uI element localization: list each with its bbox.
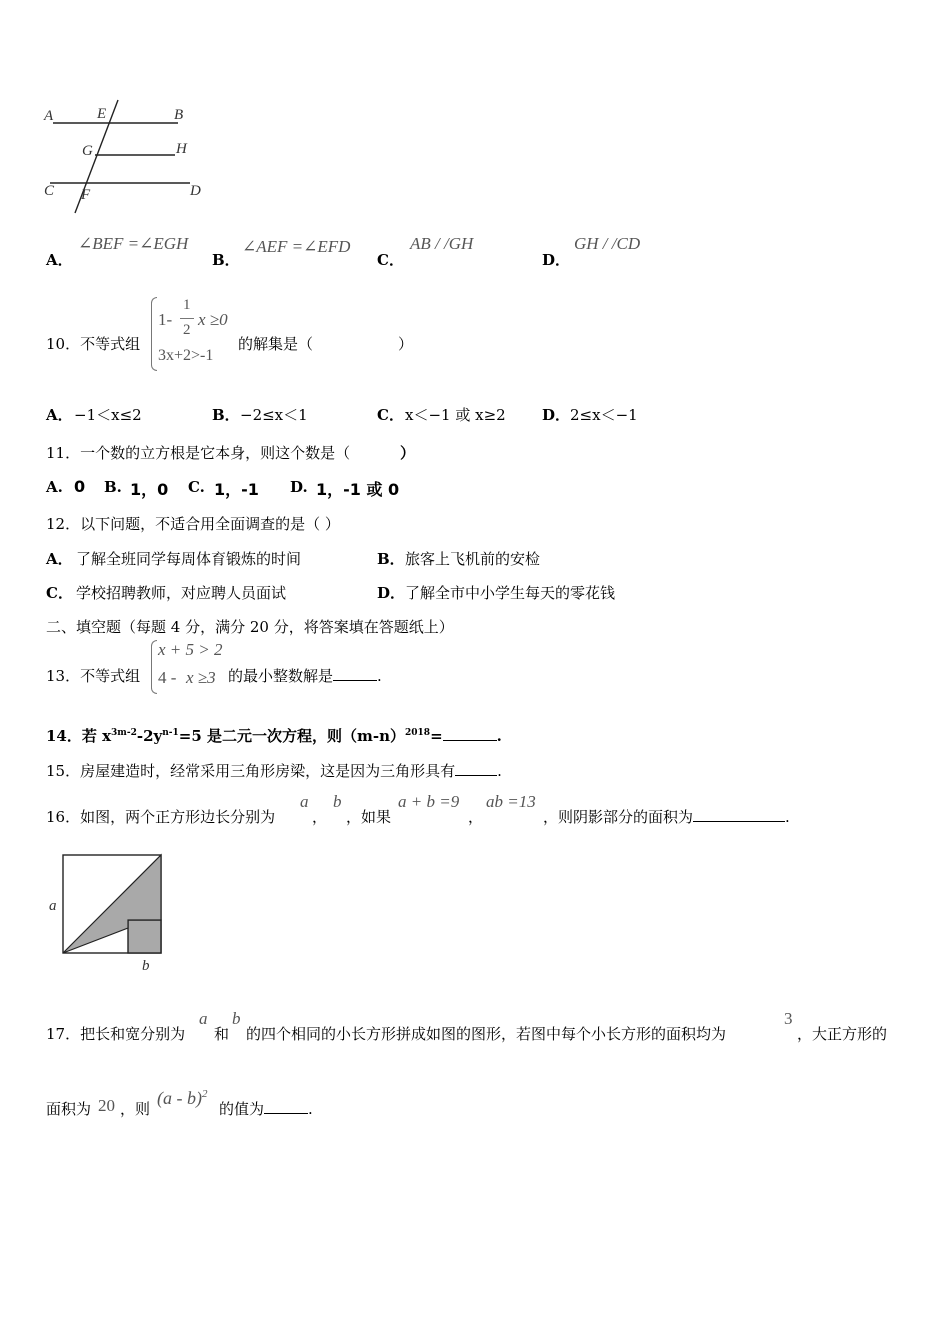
q16-comma2: ，	[468, 808, 484, 826]
q16-pre: 16．如图，两个正方形边长分别为	[46, 808, 276, 826]
q12-stem: 12．以下问题，不适合用全面调查的是（ ）	[46, 515, 340, 533]
q17-a: a	[199, 1009, 208, 1028]
q10-line1-a: 1-	[158, 310, 173, 329]
q16-a: a	[300, 792, 309, 811]
section-title: 二、填空题（每题 4 分，满分 20 分，将答案填在答题纸上）	[46, 618, 454, 636]
q9-option-b-letter: B．	[212, 251, 240, 269]
q10-line2: 3x+2>-1	[158, 347, 214, 364]
parallel-lines-figure	[40, 95, 215, 220]
q11-option-c-letter: C.	[188, 478, 205, 496]
label-E: E	[97, 106, 107, 122]
q16-comma1: ，	[312, 808, 328, 826]
q12-option-b-text: 旅客上飞机前的安检	[405, 550, 541, 568]
q9-option-c-expr: AB / /GH	[410, 234, 474, 253]
q16-cond2: ab =13	[486, 792, 536, 811]
q10-tail: 的解集是（	[238, 335, 314, 353]
q13-line2-a: 4 -	[158, 668, 177, 687]
q13-answer-blank[interactable]	[333, 666, 377, 681]
q12-option-b-letter: B．	[377, 550, 405, 568]
q10-option-a-letter: A．	[46, 406, 73, 424]
q9-option-b-expr: ∠AEF =∠EFD	[242, 237, 351, 256]
q17-pre: 17．把长和宽分别为	[46, 1025, 186, 1043]
q9-option-c-letter: C．	[377, 251, 404, 269]
q13-line2-b: x ≥3	[186, 668, 216, 687]
q14-answer-blank[interactable]	[443, 726, 497, 741]
q12-option-c-text: 学校招聘教师，对应聘人员面试	[76, 584, 287, 602]
q11-option-d-letter: D.	[290, 478, 308, 496]
q10-line1-b: x ≥0	[198, 310, 228, 329]
q17-twenty: 20	[98, 1096, 115, 1115]
q12-option-c-letter: C．	[46, 584, 73, 602]
q9-option-d-letter: D．	[542, 251, 571, 269]
q17-three: 3	[784, 1009, 793, 1028]
q15-answer-blank[interactable]	[455, 761, 497, 776]
q11-option-c-text: 1，-1	[214, 480, 259, 499]
q13-tail: 的最小整数解是 .	[228, 667, 382, 685]
q10-option-d-text: 2≤x＜−1	[570, 406, 638, 424]
q9-option-a-letter: A．	[46, 251, 73, 269]
q10-option-b-letter: B．	[212, 406, 240, 424]
q10-frac-den: 2	[183, 322, 191, 338]
q11-close: ）	[400, 444, 416, 462]
label-A: A	[44, 108, 54, 124]
label-F: F	[81, 187, 91, 203]
q11-option-a-text: 0	[74, 477, 86, 496]
label-G: G	[82, 143, 93, 159]
q16-post: ，则阴影部分的面积为 .	[543, 808, 790, 826]
label-a: a	[49, 898, 57, 914]
q13-brace	[151, 640, 157, 694]
label-H: H	[176, 141, 187, 157]
q10-option-b-text: −2≤x＜1	[240, 406, 308, 424]
q13-number: 13．不等式组	[46, 667, 141, 685]
q17-answer-blank[interactable]	[264, 1099, 308, 1114]
q17-post: ，大正方形的	[797, 1025, 888, 1043]
q16-b: b	[333, 792, 342, 811]
q17-line2-pre: 面积为	[46, 1100, 92, 1118]
q17-line2-post: 的值为 .	[219, 1100, 313, 1118]
q10-brace	[151, 297, 157, 371]
q12-option-d-text: 了解全市中小学生每天的零花钱	[405, 584, 616, 602]
q9-option-a-expr: ∠BEF =∠EGH	[78, 234, 189, 253]
q10-frac-num: 1	[183, 297, 191, 313]
squares-figure	[46, 848, 171, 976]
q17-and: 和	[214, 1025, 230, 1043]
q17-line2-mid: ，则	[120, 1100, 151, 1118]
q9-option-d-expr: GH / /CD	[574, 234, 641, 253]
q10-option-c-text: x＜−1 或 x≥2	[405, 406, 506, 424]
q16-mid: ，如果	[346, 808, 392, 826]
q10-option-d-letter: D．	[542, 406, 571, 424]
q11-option-a-letter: A.	[46, 478, 63, 496]
q17-b: b	[232, 1009, 241, 1028]
q11-option-b-letter: B.	[104, 478, 122, 496]
q11-option-b-text: 1，0	[130, 480, 169, 499]
q10-number: 10．不等式组	[46, 335, 141, 353]
q10-option-a-text: −1＜x≤2	[74, 406, 142, 424]
label-B: B	[174, 107, 184, 123]
label-C: C	[44, 183, 55, 199]
label-D: D	[190, 183, 201, 199]
q16-cond1: a + b =9	[398, 792, 460, 811]
q10-frac-bar	[180, 318, 194, 319]
q10-option-c-letter: C．	[377, 406, 404, 424]
q11-stem: 11．一个数的立方根是它本身，则这个数是（	[46, 444, 351, 462]
label-b: b	[142, 958, 150, 974]
q11-option-d-text: 1，-1 或 0	[316, 480, 400, 499]
q13-line1: x + 5 > 2	[158, 640, 223, 659]
q10-close: ）	[398, 335, 414, 353]
q17-expr: (a - b)$^2$	[157, 1088, 208, 1108]
q15-text: 15．房屋建造时，经常采用三角形房梁，这是因为三角形具有 .	[46, 762, 502, 780]
q17-mid: 的四个相同的小长方形拼成如图的图形，若图中每个小长方形的面积均为	[246, 1025, 727, 1043]
q12-option-d-letter: D．	[377, 584, 406, 602]
q16-answer-blank[interactable]	[693, 807, 785, 822]
q14-text: 14．若 $x^{3m-2}-2y^{n-1}=5$ 是二元一次方程，则$(m-n)^{2018}=$ .	[46, 727, 502, 745]
q12-option-a-text: 了解全班同学每周体育锻炼的时间	[76, 550, 302, 568]
q12-option-a-letter: A．	[46, 550, 73, 568]
